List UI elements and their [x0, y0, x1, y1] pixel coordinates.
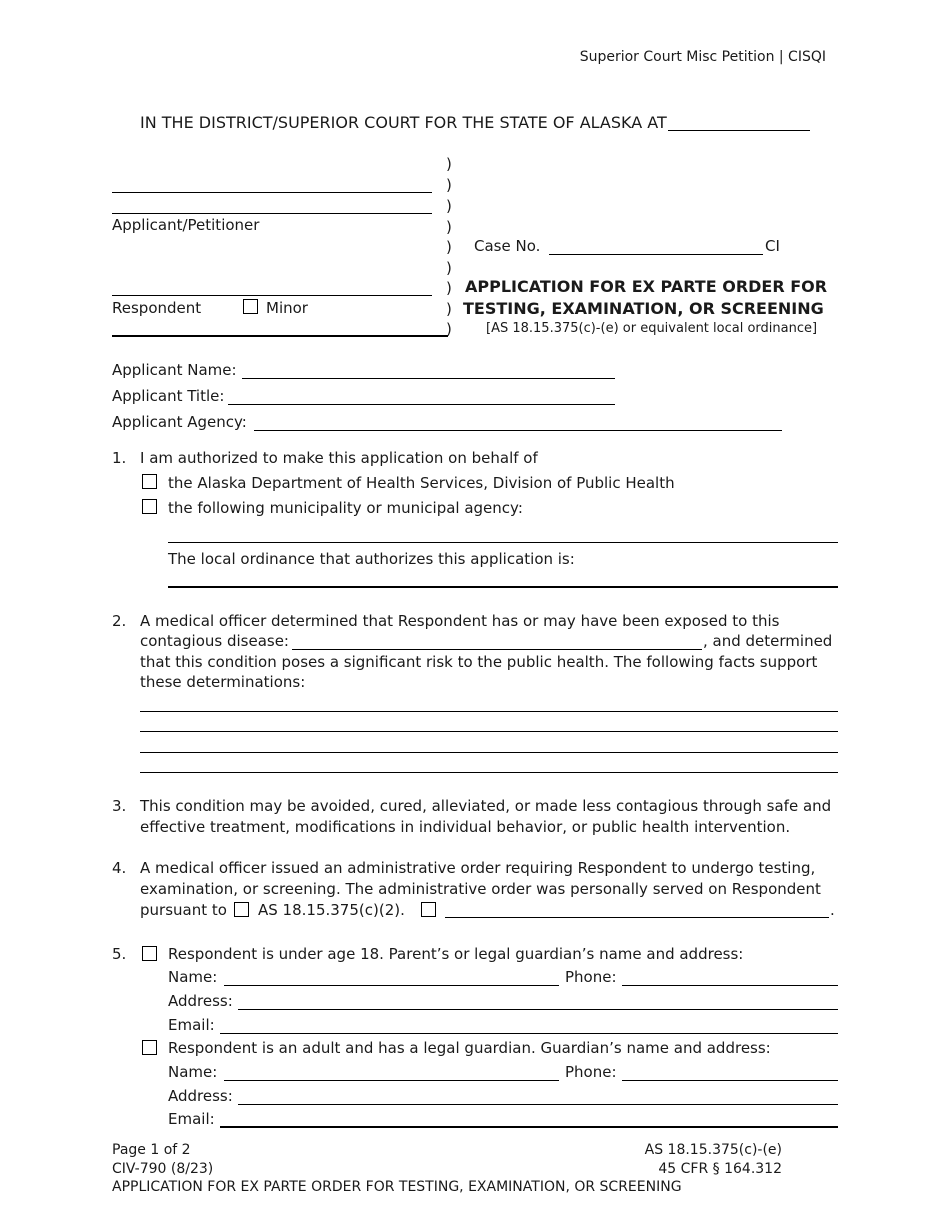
caption-paren: ) [446, 155, 452, 173]
item-3-line-1: This condition may be avoided, cured, alleviated, or made less contagious through safe and [140, 797, 832, 815]
municipal-option-label: the following municipality or municipal agency: [168, 499, 523, 517]
caption-paren: ) [446, 176, 452, 194]
court-title: IN THE DISTRICT/SUPERIOR COURT FOR THE STATE OF ALASKA AT [140, 113, 667, 132]
facts-field-line-2[interactable] [140, 731, 838, 732]
facts-field-line-3[interactable] [140, 752, 838, 753]
dph-option-label: the Alaska Department of Health Services, Division of Public Health [168, 474, 675, 492]
parent-email-field[interactable] [220, 1033, 838, 1034]
respondent-label: Respondent [112, 299, 202, 317]
other-authority-checkbox[interactable] [421, 902, 436, 917]
footer-form-number: CIV-790 (8/23) [112, 1161, 214, 1177]
parent-phone-field[interactable] [622, 985, 838, 986]
caption-bottom-rule [112, 335, 448, 337]
item-4-number: 4. [112, 859, 127, 877]
item-4-line-2: examination, or screening. The administrative order was personally served on Respondent [140, 880, 821, 898]
statute-checkbox[interactable] [234, 902, 249, 917]
guardian-phone-field[interactable] [622, 1080, 838, 1081]
footer-form-title: APPLICATION FOR EX PARTE ORDER FOR TESTING, EXAMINATION, OR SCREENING [112, 1179, 682, 1195]
minor-checkbox[interactable] [243, 299, 258, 314]
parent-name-field[interactable] [224, 985, 559, 986]
case-number-field[interactable] [549, 254, 763, 255]
footer-page-number: Page 1 of 2 [112, 1142, 191, 1158]
guardian-phone-label: Phone: [565, 1063, 617, 1081]
disease-field[interactable] [292, 649, 702, 650]
applicant-title-label: Applicant Title: [112, 387, 225, 405]
item-2-line-4: these determinations: [140, 673, 306, 691]
caption-paren: ) [446, 259, 452, 277]
case-number-label: Case No. [474, 237, 541, 255]
applicant-agency-field[interactable] [254, 430, 782, 431]
item-1-text: I am authorized to make this application on behalf of [140, 449, 538, 467]
statute-option-label: AS 18.15.375(c)(2). [258, 901, 405, 919]
applicant-name-line-1[interactable] [112, 192, 432, 193]
document-title-line-1: APPLICATION FOR EX PARTE ORDER FOR [465, 277, 828, 296]
guardian-email-label: Email: [168, 1110, 215, 1128]
item-3-number: 3. [112, 797, 127, 815]
item-2-line-3: that this condition poses a significant risk to the public health. The following facts support [140, 653, 818, 671]
dph-checkbox[interactable] [142, 474, 157, 489]
guardian-name-field[interactable] [224, 1080, 559, 1081]
adult-guardian-checkbox[interactable] [142, 1040, 157, 1055]
footer-statute: AS 18.15.375(c)-(e) [644, 1142, 782, 1158]
facts-field-line-1[interactable] [140, 711, 838, 712]
item-2-line-1: A medical officer determined that Respondent has or may have been exposed to this [140, 612, 780, 630]
facts-field-line-4[interactable] [140, 772, 838, 773]
document-title-line-2: TESTING, EXAMINATION, OR SCREENING [463, 299, 824, 318]
guardian-address-field[interactable] [238, 1104, 838, 1105]
ordinance-label: The local ordinance that authorizes this application is: [168, 550, 575, 568]
caption-paren: ) [446, 300, 452, 318]
applicant-title-field[interactable] [228, 404, 615, 405]
guardian-email-field[interactable] [220, 1126, 838, 1128]
respondent-name-line[interactable] [112, 295, 432, 296]
parent-address-field[interactable] [238, 1009, 838, 1010]
caption-paren: ) [446, 279, 452, 297]
disease-label: contagious disease: [140, 632, 289, 650]
caption-paren: ) [446, 320, 452, 338]
document-authority: [AS 18.15.375(c)-(e) or equivalent local ordinance] [486, 321, 818, 336]
applicant-name-field[interactable] [242, 378, 615, 379]
minor-label: Minor [266, 299, 308, 317]
ordinance-field[interactable] [168, 586, 838, 588]
municipal-checkbox[interactable] [142, 499, 157, 514]
applicant-petitioner-label: Applicant/Petitioner [112, 216, 260, 234]
footer-cfr: 45 CFR § 164.312 [658, 1161, 782, 1177]
case-suffix: CI [765, 237, 780, 255]
form-category-header: Superior Court Misc Petition | CISQI [579, 49, 826, 65]
court-location-field[interactable] [668, 130, 810, 131]
other-authority-field[interactable] [445, 917, 829, 918]
item-4-end-period: . [830, 901, 835, 919]
minor-respondent-label: Respondent is under age 18. Parent’s or legal guardian’s name and address: [168, 945, 744, 963]
guardian-address-label: Address: [168, 1087, 233, 1105]
applicant-name-label: Applicant Name: [112, 361, 237, 379]
adult-guardian-label: Respondent is an adult and has a legal guardian. Guardian’s name and address: [168, 1039, 771, 1057]
item-1-number: 1. [112, 449, 127, 467]
pursuant-label: pursuant to [140, 901, 227, 919]
parent-address-label: Address: [168, 992, 233, 1010]
caption-paren: ) [446, 218, 452, 236]
minor-respondent-checkbox[interactable] [142, 946, 157, 961]
applicant-agency-label: Applicant Agency: [112, 413, 247, 431]
item-3-line-2: effective treatment, modifications in individual behavior, or public health intervention. [140, 818, 791, 836]
municipality-field[interactable] [168, 542, 838, 543]
guardian-name-label: Name: [168, 1063, 218, 1081]
item-4-line-1: A medical officer issued an administrative order requiring Respondent to undergo testing, [140, 859, 816, 877]
applicant-name-line-2[interactable] [112, 213, 432, 214]
parent-email-label: Email: [168, 1016, 215, 1034]
caption-paren: ) [446, 238, 452, 256]
parent-phone-label: Phone: [565, 968, 617, 986]
parent-name-label: Name: [168, 968, 218, 986]
item-5-number: 5. [112, 945, 127, 963]
disease-suffix: , and determined [703, 632, 833, 650]
item-2-number: 2. [112, 612, 127, 630]
caption-paren: ) [446, 197, 452, 215]
